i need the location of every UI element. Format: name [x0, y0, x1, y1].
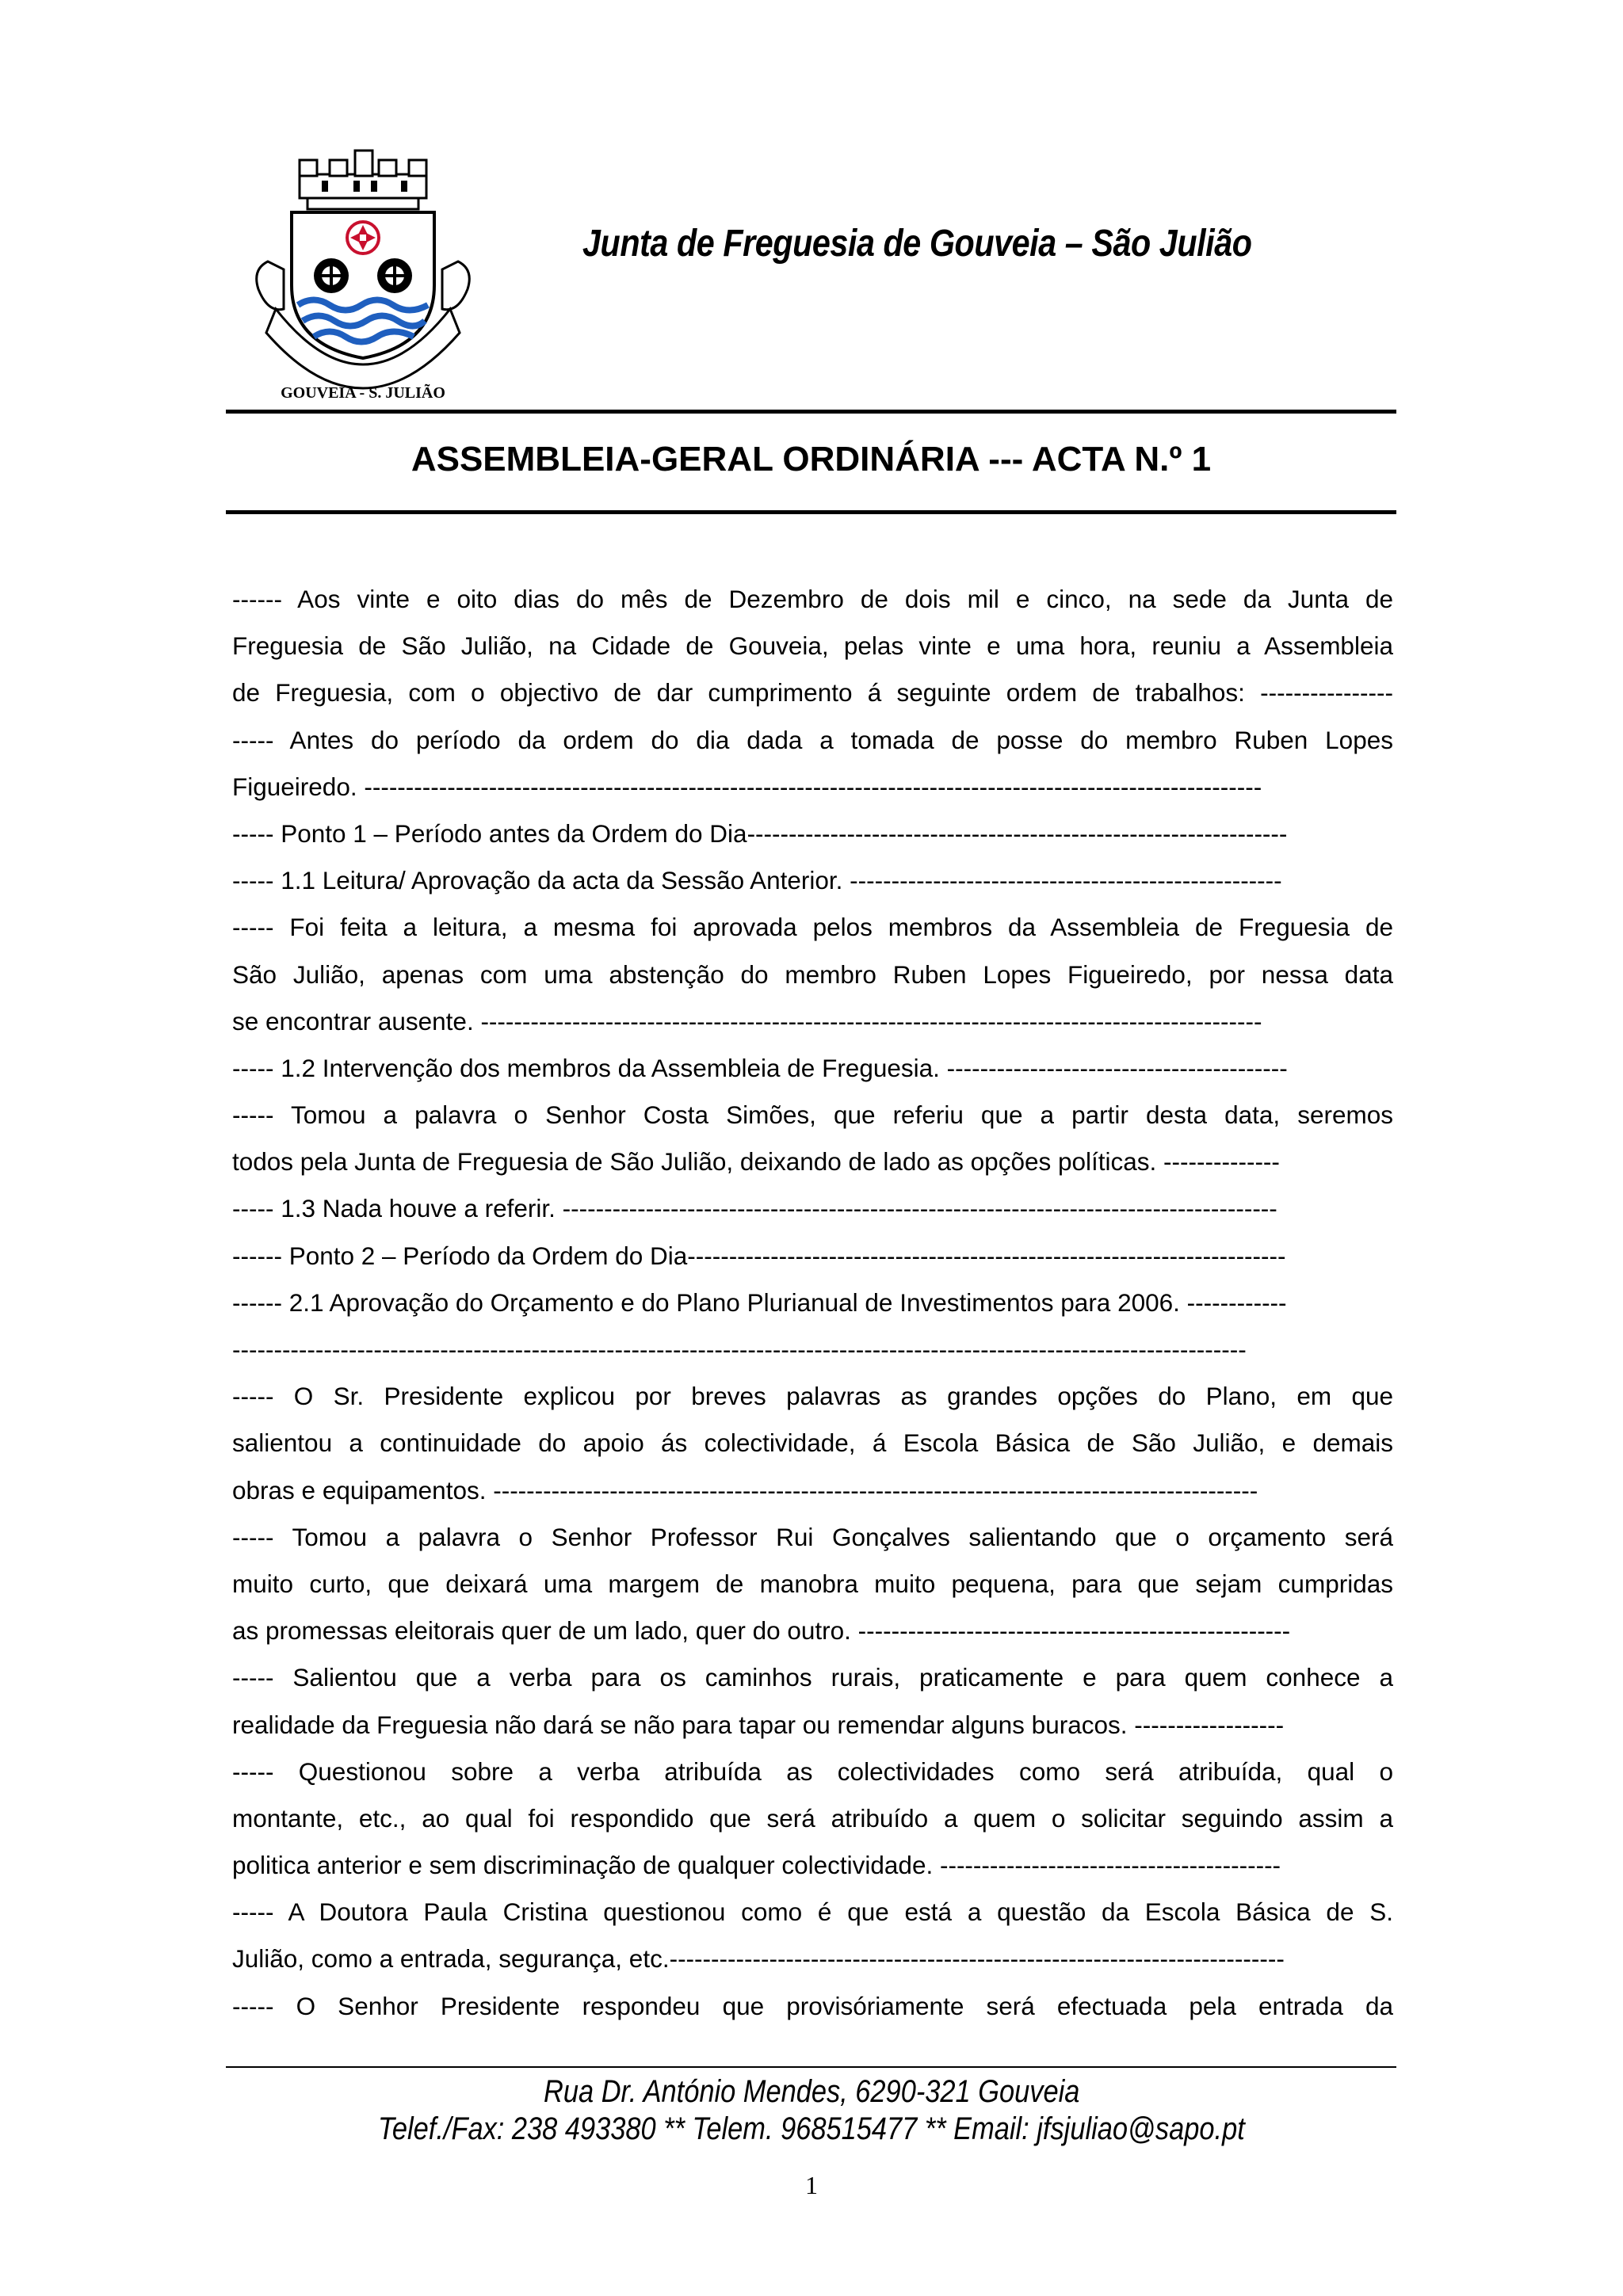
parish-coat-of-arms-logo: [252, 143, 474, 420]
body-line: ------ Ponto 2 – Período da Ordem do Dia------------------------------------------------------------------------: [232, 1241, 1286, 1270]
body-line: montante, etc., ao qual foi respondido que será atribuído a quem o solicitar seguindo assim a: [232, 1803, 1393, 1833]
footer-divider: [226, 2066, 1396, 2068]
header-divider-bottom: [226, 510, 1396, 514]
body-line: Freguesia de São Julião, na Cidade de Gouveia, pelas vinte e uma hora, reuniu a Assembleia: [232, 631, 1393, 661]
body-line: ----- 1.2 Intervenção dos membros da Assembleia de Freguesia. -----------------------------------------: [232, 1053, 1288, 1082]
footer-contacts: [0, 2111, 1623, 2147]
body-line: --------------------------------------------------------------------------------------------------------------------------: [232, 1335, 1247, 1363]
body-line: as promessas eleitorais quer de um lado, quer do outro. ----------------------------------------------------: [232, 1616, 1291, 1646]
logo-inscription: GOUVEIA - S. JULIÃO: [281, 384, 445, 402]
body-line: de Freguesia, com o objectivo de dar cumprimento á seguinte ordem de trabalhos: ----------------: [232, 678, 1393, 707]
body-line: politica anterior e sem discriminação de qualquer colectividade. -----------------------------------------: [232, 1851, 1281, 1880]
body-line: Julião, como a entrada, segurança, etc.--------------------------------------------------------------------------: [232, 1944, 1285, 1974]
body-line: realidade da Freguesia não dará se não para tapar ou remendar alguns buracos. ------------------: [232, 1710, 1285, 1739]
body-line: ------ 2.1 Aprovação do Orçamento e do Plano Plurianual de Investimentos para 2006. ------------: [232, 1287, 1287, 1317]
body-line: Figueiredo. ------------------------------------------------------------------------------------------------------------: [232, 772, 1262, 801]
minutes-body: [232, 576, 1393, 2030]
body-line: São Julião, apenas com uma abstenção do membro Ruben Lopes Figueiredo, por nessa data: [232, 959, 1393, 989]
header-divider-top: [226, 410, 1396, 414]
body-line: muito curto, que deixará uma margem de manobra muito pequena, para que sejam cumpridas: [232, 1569, 1393, 1598]
footer-address: [0, 2074, 1623, 2110]
page-number: 1: [805, 2171, 818, 2199]
body-line: ----- 1.1 Leitura/ Aprovação da acta da Sessão Anterior. ----------------------------------------------------: [232, 866, 1282, 895]
body-line: ----- O Senhor Presidente respondeu que provisóriamente será efectuada pela entrada da: [232, 1991, 1393, 2020]
body-line: ----- O Sr. Presidente explicou por breves palavras as grandes opções do Plano, em que: [232, 1382, 1393, 1411]
document-title: ASSEMBLEIA-GERAL ORDINÁRIA --- ACTA N.º 1: [411, 440, 1212, 479]
body-line: ----- Foi feita a leitura, a mesma foi aprovada pelos membros da Assembleia de Freguesia de: [232, 913, 1393, 942]
body-line: se encontrar ausente. ----------------------------------------------------------------------------------------------: [232, 1006, 1262, 1035]
body-line: ----- Questionou sobre a verba atribuída as colectividades como será atribuída, qual o: [232, 1756, 1393, 1786]
footer-contacts-text: Telef./Fax: 238 493380 ** Telem. 968515477 ** Email: jfsjuliao@sapo.pt: [378, 2111, 1245, 2146]
footer-address-text: Rua Dr. António Mendes, 6290-321 Gouveia: [543, 2074, 1080, 2109]
body-line: ----- Antes do período da ordem do dia dada a tomada de posse do membro Ruben Lopes: [232, 725, 1393, 754]
body-line: ----- A Doutora Paula Cristina questionou como é que está a questão da Escola Básica de S.: [232, 1897, 1393, 1927]
body-line: ----- 1.3 Nada houve a referir. --------------------------------------------------------------------------------------: [232, 1194, 1277, 1223]
body-line: ----- Salientou que a verba para os caminhos rurais, praticamente e para quem conhece a: [232, 1663, 1393, 1692]
body-line: obras e equipamentos. --------------------------------------------------------------------------------------------: [232, 1475, 1258, 1505]
organization-title: Junta de Freguesia de Gouveia – São Julião: [582, 223, 1252, 265]
body-line: todos pela Junta de Freguesia de São Julião, deixando de lado as opções políticas. --------------: [232, 1147, 1280, 1177]
body-line: ----- Tomou a palavra o Senhor Costa Simões, que referiu que a partir desta data, seremos: [232, 1100, 1393, 1130]
body-line: ----- Ponto 1 – Período antes da Ordem do Dia-----------------------------------------------------------------: [232, 818, 1288, 848]
body-line: ------ Aos vinte e oito dias do mês de Dezembro de dois mil e cinco, na sede da Junta de: [232, 585, 1393, 613]
body-line: salientou a continuidade do apoio ás colectividade, á Escola Básica de São Julião, e demais: [232, 1428, 1393, 1458]
body-line: ----- Tomou a palavra o Senhor Professor Rui Gonçalves salientando que o orçamento será: [232, 1522, 1393, 1551]
